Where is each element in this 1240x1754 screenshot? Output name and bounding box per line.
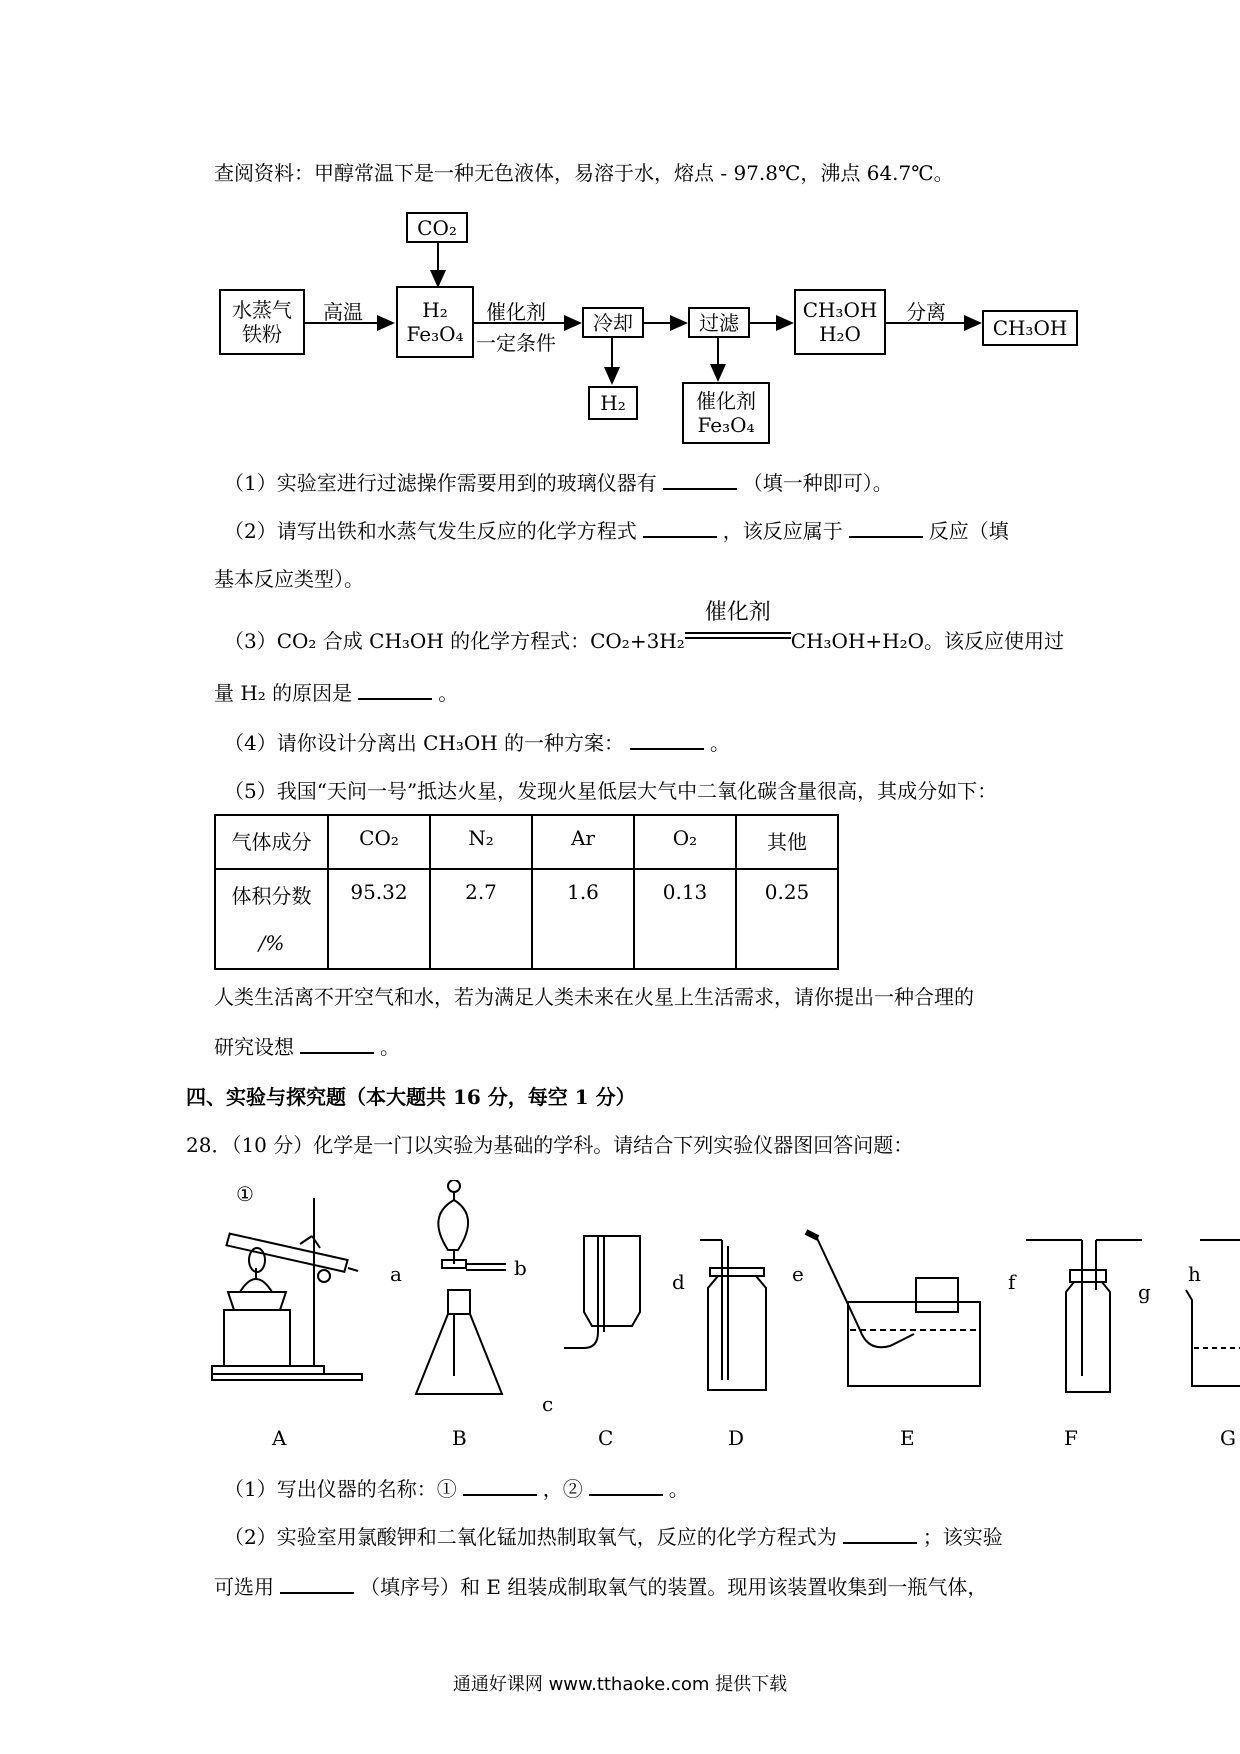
q28-1-blank-1[interactable] <box>463 1476 537 1496</box>
q2-blank-1[interactable] <box>643 518 717 538</box>
condition-label: 一定条件 <box>476 331 556 355</box>
q3-blank[interactable] <box>358 680 432 700</box>
value-cell: 2.7 <box>430 869 532 969</box>
catalyst-over-arrow <box>685 600 791 648</box>
row-label-cell <box>215 869 328 969</box>
cool-label: 冷却 <box>593 310 633 335</box>
apparatus-illustration <box>200 1180 1240 1450</box>
question-28-2-continuation <box>214 1574 987 1600</box>
co2-label: CO₂ <box>417 215 457 240</box>
q5b-blank[interactable] <box>300 1034 374 1054</box>
intro-text: 查阅资料：甲醇常温下是一种无色液体，易溶于水，熔点 - 97.8℃，沸点 64.7℃。 <box>214 161 954 185</box>
ch3oh-label: CH₃OH <box>802 298 878 322</box>
port-f-label: f <box>1008 1270 1016 1294</box>
header-cell: 气体成分 <box>215 815 328 869</box>
header-cell: 其他 <box>736 815 838 869</box>
value-cell: 0.25 <box>736 869 838 969</box>
q28-1-text-b: ，② <box>542 1477 583 1501</box>
filter-label: 过滤 <box>699 310 739 335</box>
question-28-1 <box>224 1476 689 1502</box>
label-e: E <box>900 1426 915 1450</box>
mars-atmosphere-table <box>214 814 839 970</box>
iron-label: 铁粉 <box>242 322 282 346</box>
port-g-label: g <box>1138 1280 1151 1304</box>
label-c: C <box>598 1426 614 1450</box>
apparatus-e <box>806 1232 980 1386</box>
steam-label: 水蒸气 <box>232 298 292 322</box>
cool-box <box>582 307 644 338</box>
steam-iron-box <box>219 289 305 355</box>
q28-2-text-d: （填序号）和 E 组装成制取氧气的装置。现用该装置收集到一瓶气体， <box>360 1575 988 1599</box>
label-b: B <box>452 1426 467 1450</box>
port-d-label: d <box>672 1270 685 1294</box>
h2-label: H₂ <box>422 298 448 322</box>
header-cell: Ar <box>532 815 634 869</box>
label-a: A <box>272 1426 287 1450</box>
q2-blank-2[interactable] <box>849 518 923 538</box>
q28-2-blank-2[interactable] <box>280 1574 354 1594</box>
footer-credit: 通通好课网 www.tthaoke.com 提供下载 <box>452 1674 788 1695</box>
question-3 <box>224 600 1064 654</box>
q28-1-text-a: （1）写出仪器的名称：① <box>224 1477 457 1501</box>
q5b-text: 人类生活离不开空气和水，若为满足人类未来在火星上生活需求，请你提出一种合理的 <box>214 985 974 1009</box>
port-b-label: b <box>514 1256 527 1280</box>
q3-text-c: 量 H₂ 的原因是 <box>214 681 353 705</box>
row-label-line-1: 体积分数 <box>231 884 312 908</box>
catalyst-condition: 催化剂 <box>704 600 771 625</box>
apparatus-a <box>212 1198 362 1380</box>
q28-1-text-c: 。 <box>668 1477 689 1501</box>
port-e-label: e <box>792 1262 804 1286</box>
catalyst-out-box <box>682 382 770 444</box>
q3-text-b: CH₃OH+H₂O。该反应使用过 <box>790 629 1064 653</box>
q4-blank[interactable] <box>630 730 704 750</box>
product-box <box>982 310 1078 346</box>
port-a-label: a <box>390 1262 402 1286</box>
q3-continuation <box>214 680 458 706</box>
question-28-2 <box>224 1524 1003 1550</box>
catalyst-label: 催化剂 <box>486 300 546 324</box>
label-d: D <box>728 1426 745 1450</box>
q3-text-a: （3）CO₂ 合成 CH₃OH 的化学方程式：CO₂+3H₂ <box>224 629 685 653</box>
q1-tail: （填一种即可）。 <box>742 471 893 495</box>
section-4-heading: 四、实验与探究题（本大题共 16 分，每空 1 分） <box>186 1085 636 1109</box>
q28-2-text-c: 可选用 <box>214 1575 274 1599</box>
q4-text-b: 。 <box>710 731 731 755</box>
q28-2-text-a: （2）实验室用氯酸钾和二氧化锰加热制取氧气，反应的化学方程式为 <box>224 1525 837 1549</box>
header-cell: CO₂ <box>328 815 430 869</box>
mix-box <box>794 289 886 355</box>
separate-label: 分离 <box>906 300 946 324</box>
label-g: G <box>1220 1426 1236 1450</box>
apparatus-b <box>416 1180 506 1394</box>
apparatus-c <box>564 1236 640 1348</box>
table-row <box>215 869 838 969</box>
value-cell: 1.6 <box>532 869 634 969</box>
q28-2-blank-1[interactable] <box>843 1524 917 1544</box>
q4-text-a: （4）请你设计分离出 CH₃OH 的一种方案： <box>224 731 625 755</box>
h2-fe3o4-box <box>396 286 474 358</box>
q1-blank[interactable] <box>663 470 737 490</box>
q2-text-c: 反应（填 <box>928 519 1009 543</box>
header-cell: O₂ <box>634 815 736 869</box>
q3-text-d: 。 <box>438 681 459 705</box>
q5b-text-c: 。 <box>380 1035 400 1059</box>
q28-2-text-b: ；该实验 <box>922 1525 1003 1549</box>
port-c-label: c <box>542 1392 554 1416</box>
row-label-line-2: /% <box>258 931 285 955</box>
catalyst-out-label: 催化剂 <box>696 389 756 413</box>
question-28: 28．（10 分）化学是一门以实验为基础的学科。请结合下列实验仪器图回答问题： <box>186 1133 914 1157</box>
header-cell: N₂ <box>430 815 532 869</box>
value-cell: 95.32 <box>328 869 430 969</box>
question-4 <box>224 730 730 756</box>
question-5: （5）我国“天问一号”抵达火星，发现火星低层大气中二氧化碳含量很高，其成分如下： <box>224 779 998 803</box>
q1-text: （1）实验室进行过滤操作需要用到的玻璃仪器有 <box>224 471 657 495</box>
q2-text-b: ，该反应属于 <box>722 519 843 543</box>
filter-box <box>688 307 750 338</box>
h2-out-label: H₂ <box>600 391 626 415</box>
fe3o4-out-label: Fe₃O₄ <box>697 413 755 437</box>
q2-continuation: 基本反应类型）。 <box>214 567 364 591</box>
apparatus-f <box>1026 1240 1142 1392</box>
h2-out-box <box>588 386 638 420</box>
circle-1-label: ① <box>236 1182 254 1206</box>
fe3o4-label: Fe₃O₄ <box>406 322 464 346</box>
q2-text-a: （2）请写出铁和水蒸气发生反应的化学方程式 <box>224 519 637 543</box>
q28-1-blank-2[interactable] <box>589 1476 663 1496</box>
port-h-label: h <box>1188 1262 1201 1286</box>
q5b-text-b: 研究设想 <box>214 1035 294 1059</box>
label-f: F <box>1064 1426 1078 1450</box>
high-temp-label: 高温 <box>323 300 363 324</box>
apparatus-d <box>700 1240 766 1390</box>
q5b-continuation <box>214 1034 400 1060</box>
value-cell: 0.13 <box>634 869 736 969</box>
question-1 <box>224 470 893 496</box>
table-header-row <box>215 815 838 869</box>
co2-box <box>406 212 468 243</box>
h2o-label: H₂O <box>819 322 861 346</box>
product-label: CH₃OH <box>992 316 1068 340</box>
question-2 <box>224 518 1009 544</box>
